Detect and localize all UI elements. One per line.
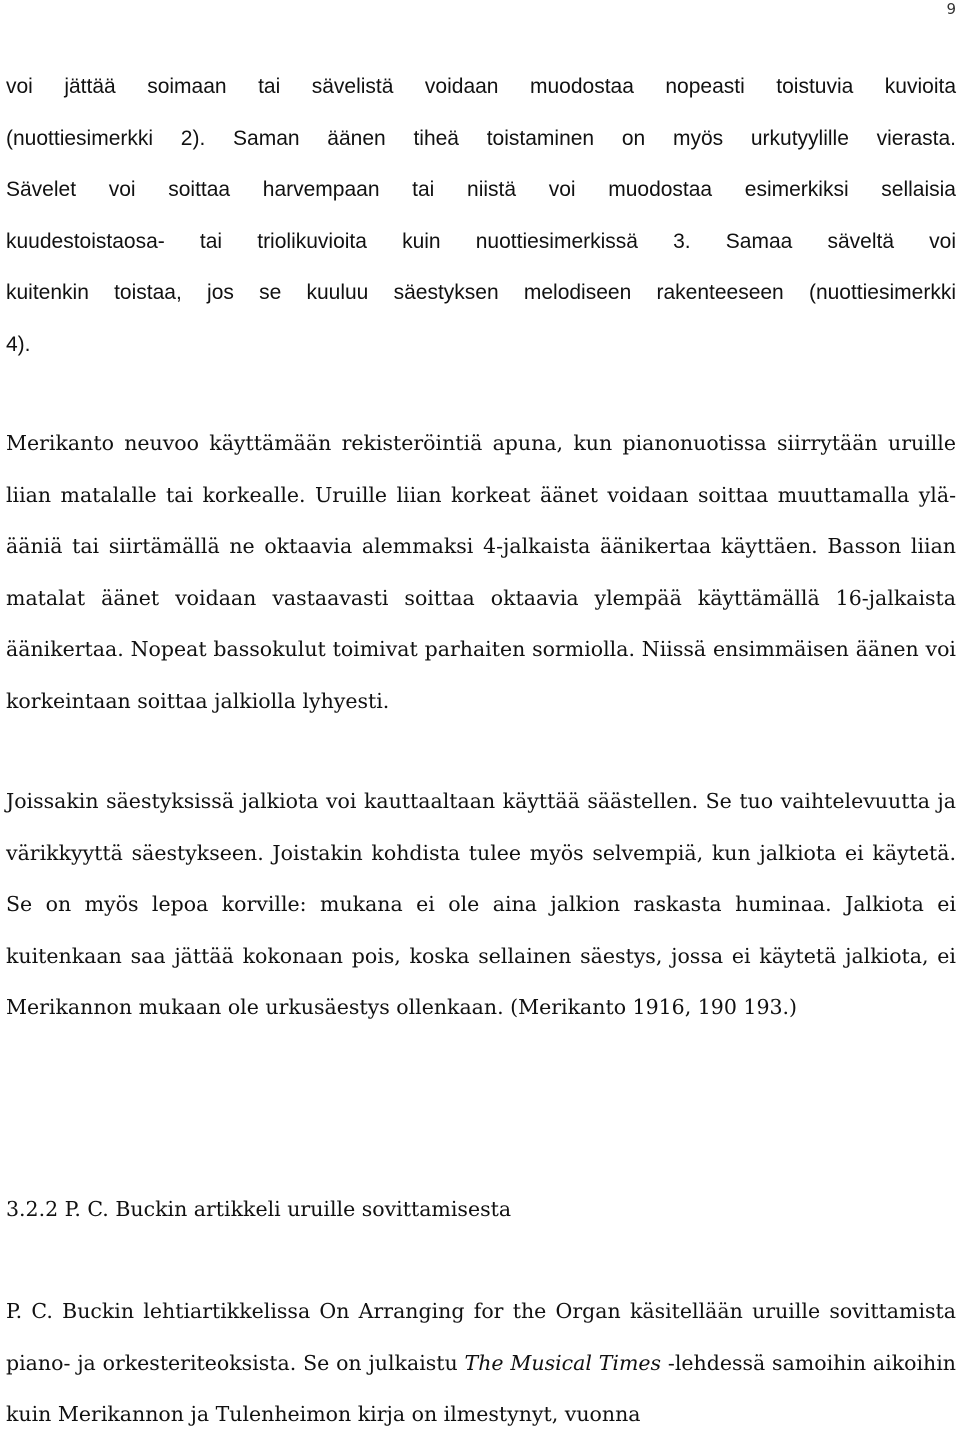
paragraph-1-line-1: voi jättää soimaan tai sävelistä voidaan muodostaa nopeasti toistuvia kuvioita — [6, 75, 956, 98]
paragraph-1-line-4: kuudestoistaosa- tai triolikuvioita kuin nuottiesimerkissä 3. Samaa säveltä voi — [6, 229, 956, 253]
paragraph-1-line-3: Sävelet voi soittaa harvempaan tai niistä voi muodostaa esimerkiksi sellaisia — [6, 178, 956, 201]
section-heading: 3.2.2 P. C. Buckin artikkeli uruille sovittamisesta — [6, 1197, 512, 1221]
page-number: 9 — [946, 0, 956, 18]
journal-title: The Musical Times — [464, 1350, 662, 1375]
paragraph-1-line-6: 4). — [6, 332, 31, 356]
paragraph-2: Merikanto neuvoo käyttämään rekisteröintiä apuna, kun pianonuotissa siirrytään uruille liian matalalle tai korkealle. Uruille liian korkeat äänet voidaan soittaa muuttamalla ylä-ääniä tai siirtämällä ne oktaavia alemmaksi 4-jalkaista äänikertaa käyttäen. Basson liian matalat äänet voidaan vastaavasti soittaa oktaavia ylempää käyttämällä 16-jalkaista äänikertaa. Nopeat bassokulut toimivat parhaiten sormiolla. Niissä ensimmäisen äänen voi korkeintaan soittaa jalkiolla lyhyesti. — [6, 431, 956, 713]
paragraph-3: Joissakin säestyksissä jalkiota voi kauttaaltaan käyttää säästellen. Se tuo vaihtelevuutta ja värikkyyttä säestykseen. Joistakin kohdista tulee myös selvempiä, kun jalkiota ei käytetä. Se on myös lepoa korville: mukana ei ole aina jalkion raskasta huminaa. Jalkiota ei kuitenkaan saa jättää kokonaan pois, koska sellainen säestys, jossa ei käytetä jalkiota, ei Merikannon mukaan ole urkusäestys ollenkaan. (Merikanto 1916, 190 193.) — [6, 789, 956, 1019]
paragraph-1-line-5: kuitenkin toistaa, jos se kuuluu säestyksen melodiseen rakenteeseen (nuottiesimerkki — [6, 281, 956, 304]
paragraph-5 — [6, 1286, 956, 1441]
paragraph-1 — [6, 61, 956, 370]
paragraph-5-text-after: -lehdessä samoihin aikoihin kuin Merikannon ja Tulenheimon kirja on ilmestynyt, vuonna — [6, 1350, 956, 1426]
paragraph-5-text-before: P. C. Buckin lehtiartikkelissa On Arranging for the Organ käsitellään uruille sovittamista piano- ja orkesteriteoksista. Se on julkaistu — [6, 1299, 956, 1375]
paragraph-1-line-2: (nuottiesimerkki 2). Saman äänen tiheä toistaminen on myös urkutyylille vierasta. — [6, 126, 956, 150]
